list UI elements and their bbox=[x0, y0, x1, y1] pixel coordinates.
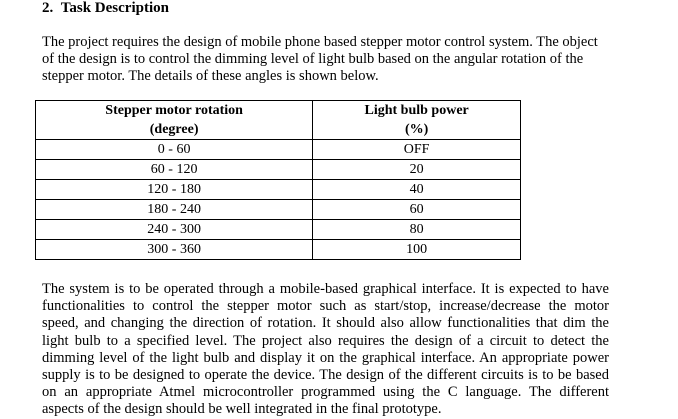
table-header-row bbox=[36, 101, 521, 140]
rotation-cell: 180 - 240 bbox=[36, 200, 313, 220]
body-line: functionalities to control the stepper motor such as start/stop, increase/decrease the motor bbox=[42, 298, 609, 315]
power-cell: 100 bbox=[313, 240, 521, 260]
body-line: speed, and changing the direction of rotation. It should also allow functionalities that dim the bbox=[42, 315, 609, 332]
rotation-cell: 120 - 180 bbox=[36, 180, 313, 200]
power-cell: OFF bbox=[313, 140, 521, 160]
body-line: light bulb to a specified level. The project also requires the design of a circuit to detect the bbox=[42, 332, 609, 349]
header-rotation-line1: Stepper motor rotation bbox=[105, 103, 243, 118]
header-rotation-line2: (degree) bbox=[149, 122, 199, 137]
power-cell: 20 bbox=[313, 160, 521, 180]
power-cell: 80 bbox=[313, 220, 521, 240]
body-line: aspects of the design should be well integrated in the final prototype. bbox=[42, 401, 442, 418]
rotation-cell: 0 - 60 bbox=[36, 140, 313, 160]
table-row bbox=[36, 180, 521, 200]
table-row bbox=[36, 220, 521, 240]
body-paragraph bbox=[42, 281, 609, 419]
section-number: 2. bbox=[42, 0, 54, 16]
section-heading bbox=[42, 0, 169, 17]
power-cell: 40 bbox=[313, 180, 521, 200]
rotation-cell: 60 - 120 bbox=[36, 160, 313, 180]
header-rotation bbox=[36, 101, 313, 140]
table-row bbox=[36, 240, 521, 260]
body-line: dimming level of the light bulb and display it on the graphical interface. An appropriate power bbox=[42, 349, 609, 366]
rotation-cell: 300 - 360 bbox=[36, 240, 313, 260]
power-cell: 60 bbox=[313, 200, 521, 220]
header-power-line2: (%) bbox=[404, 122, 429, 137]
header-power-line1: Light bulb power bbox=[364, 103, 469, 118]
intro-paragraph bbox=[42, 34, 607, 86]
rotation-power-table bbox=[35, 100, 521, 260]
table-row bbox=[36, 160, 521, 180]
body-line: on an appropriate Atmel microcontroller programmed using the C language. The different bbox=[42, 384, 609, 401]
body-line: supply is to be designed to operate the device. The design of the different circuits is to be based bbox=[42, 367, 609, 384]
intro-line: The project requires the design of mobile phone based stepper motor control system. The object bbox=[42, 34, 598, 50]
rotation-cell: 240 - 300 bbox=[36, 220, 313, 240]
header-power bbox=[313, 101, 521, 140]
intro-line: of the design is to control the dimming level of light bulb based on the angular rotation of the bbox=[42, 51, 584, 68]
table-row bbox=[36, 140, 521, 160]
intro-line: stepper motor. The details of these angles is shown below. bbox=[42, 68, 379, 85]
section-title: Task Description bbox=[60, 0, 169, 16]
body-line: The system is to be operated through a mobile-based graphical interface. It is expected to have bbox=[42, 281, 609, 297]
table-row bbox=[36, 200, 521, 220]
